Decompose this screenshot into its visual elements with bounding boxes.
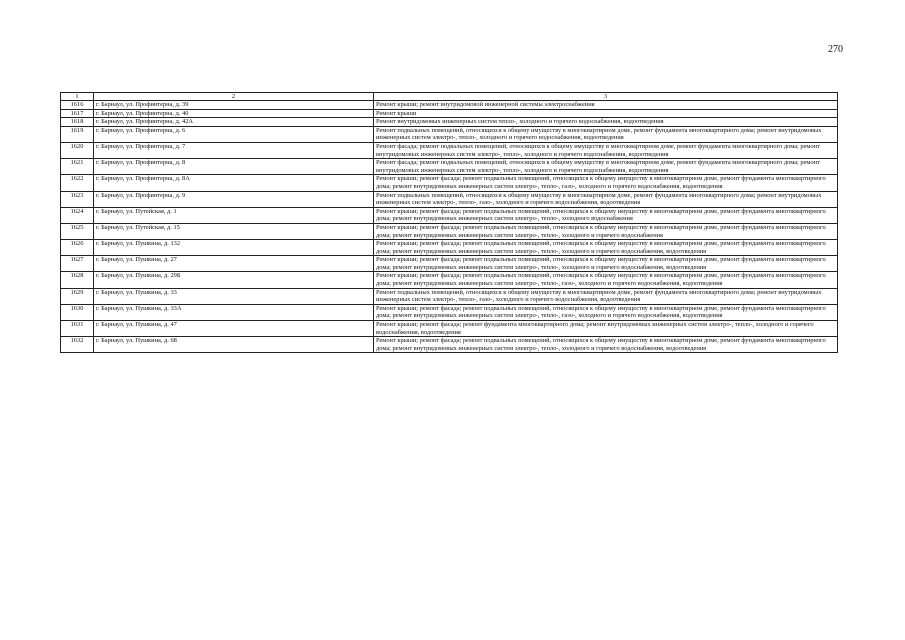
row-works: Ремонт подвальных помещений, относящихся к общему имуществу в многоквартирном доме, ремонт фундамента многоквартирного дома; ремонт внутридомовых инженерных систем электро-, тепло-, газо-, холодного и горячего водоснабжения, водоотведения — [374, 191, 838, 207]
row-number: 1625 — [61, 223, 94, 239]
row-address: г. Барнаул, ул. Пушкина, д. 27 — [94, 256, 374, 272]
row-number: 1627 — [61, 256, 94, 272]
header-row — [61, 93, 838, 101]
row-number: 1623 — [61, 191, 94, 207]
table-row — [61, 223, 838, 239]
row-address: г. Барнаул, ул. Профинтерна, д. 42А — [94, 118, 374, 127]
table-row — [61, 126, 838, 142]
row-works: Ремонт внутридомовых инженерных систем тепло-, холодного и горячего водоснабжения, водоотведения — [374, 118, 838, 127]
table-row — [61, 101, 838, 110]
row-address: г. Барнаул, ул. Профинтерна, д. 8 — [94, 159, 374, 175]
row-address: г. Барнаул, ул. Профинтерна, д. 39 — [94, 101, 374, 110]
header-col-1: 1 — [61, 93, 94, 101]
row-number: 1618 — [61, 118, 94, 127]
row-address: г. Барнаул, ул. Пушкина, д. 68 — [94, 337, 374, 353]
row-works: Ремонт подвальных помещений, относящихся к общему имуществу в многоквартирном доме, ремонт фундамента многоквартирного дома; ремонт внутридомовых инженерных систем электро-, тепло-, газо-, холодного и горячего водоснабжения, водоотведения — [374, 288, 838, 304]
row-address: г. Барнаул, ул. Пушкина, д. 132 — [94, 240, 374, 256]
row-address: г. Барнаул, ул. Пушкина, д. 29Б — [94, 272, 374, 288]
table-body — [61, 101, 838, 353]
row-works: Ремонт крыши; ремонт внутридомовой инженерной системы электроснабжения — [374, 101, 838, 110]
row-address: г. Барнаул, ул. Пушкина, д. 33 — [94, 288, 374, 304]
row-number: 1626 — [61, 240, 94, 256]
row-number: 1617 — [61, 109, 94, 118]
row-address: г. Барнаул, ул. Пушкина, д. 33А — [94, 304, 374, 320]
row-address: г. Барнаул, ул. Пушкина, д. 47 — [94, 321, 374, 337]
table-row — [61, 207, 838, 223]
row-number: 1619 — [61, 126, 94, 142]
row-number: 1616 — [61, 101, 94, 110]
row-address: г. Барнаул, ул. Профинтерна, д. 9 — [94, 191, 374, 207]
table-row — [61, 272, 838, 288]
row-number: 1630 — [61, 304, 94, 320]
table-row — [61, 321, 838, 337]
repair-table — [60, 92, 838, 353]
row-address: г. Барнаул, ул. Профинтерна, д. 7 — [94, 142, 374, 158]
row-works: Ремонт крыши; ремонт фасада; ремонт фундамента многоквартирного дома; ремонт внутридомовых инженерных систем электро-, тепло-, холодного и горячего водоснабжения, водоотведения — [374, 321, 838, 337]
row-number: 1628 — [61, 272, 94, 288]
table-row — [61, 337, 838, 353]
page-number: 270 — [828, 44, 843, 55]
row-works: Ремонт крыши; ремонт фасада; ремонт подвальных помещений, относящихся к общему имуществу в многоквартирном доме, ремонт фундамента многоквартирного дома; ремонт внутридомовых инженерных систем электро-, тепло-, газо-, холодного и горячего водоснабжения, водоотведения — [374, 304, 838, 320]
row-works: Ремонт крыши; ремонт фасада; ремонт подвальных помещений, относящихся к общему имуществу в многоквартирном доме, ремонт фундамента многоквартирного дома; ремонт внутридомовых инженерных систем электро-, тепло-, холодного и горячего водоснабжения, водоотведения — [374, 240, 838, 256]
header-col-2: 2 — [94, 93, 374, 101]
table-row — [61, 118, 838, 127]
row-address: г. Барнаул, ул. Профинтерна, д. 40 — [94, 109, 374, 118]
row-works: Ремонт фасада; ремонт подвальных помещений, относящихся к общему имуществу в многоквартирном доме, ремонт фундамента многоквартирного дома; ремонт внутридомовых инженерных систем электро-, тепло-, холодного и горячего водоснабжения, водоотведения — [374, 159, 838, 175]
row-number: 1620 — [61, 142, 94, 158]
row-works: Ремонт крыши; ремонт фасада; ремонт подвальных помещений, относящихся к общему имуществу в многоквартирном доме, ремонт фундамента многоквартирного дома; ремонт внутридомовых инженерных систем электро-, тепло-, холодного и горячего водоснабжения, водоотведения — [374, 256, 838, 272]
row-works: Ремонт крыши; ремонт фасада; ремонт подвальных помещений, относящихся к общему имуществу в многоквартирном доме, ремонт фундамента многоквартирного дома; ремонт внутридомовых инженерных систем электро-, тепло-, холодного и горячего водоснабжения — [374, 223, 838, 239]
table-row — [61, 175, 838, 191]
table-row — [61, 159, 838, 175]
row-number: 1631 — [61, 321, 94, 337]
row-number: 1632 — [61, 337, 94, 353]
row-number: 1629 — [61, 288, 94, 304]
table-row — [61, 256, 838, 272]
row-works: Ремонт подвальных помещений, относящихся к общему имуществу в многоквартирном доме, ремонт фундамента многоквартирного дома; ремонт внутридомовых инженерных систем электро-, тепло-, холодного и горячего водоснабжения, водоотведения — [374, 126, 838, 142]
row-works: Ремонт крыши; ремонт фасада; ремонт подвальных помещений, относящихся к общему имуществу в многоквартирном доме, ремонт фундамента многоквартирного дома; ремонт внутридомовых инженерных систем электро-, тепло-, газо-, холодного и горячего водоснабжения, водоотведения — [374, 175, 838, 191]
row-works: Ремонт крыши; ремонт фасада; ремонт подвальных помещений, относящихся к общему имуществу в многоквартирном доме, ремонт фундамента многоквартирного дома; ремонт внутридомовых инженерных систем электро-, тепло-, холодного водоснабжения — [374, 207, 838, 223]
header-col-3: 3 — [374, 93, 838, 101]
row-works: Ремонт крыши — [374, 109, 838, 118]
table-row — [61, 288, 838, 304]
row-address: г. Барнаул, ул. Профинтерна, д. 8А — [94, 175, 374, 191]
table-row — [61, 191, 838, 207]
table-row — [61, 142, 838, 158]
row-address: г. Барнаул, ул. Профинтерна, д. 6 — [94, 126, 374, 142]
table-row — [61, 240, 838, 256]
table-row — [61, 109, 838, 118]
row-number: 1621 — [61, 159, 94, 175]
row-works: Ремонт крыши; ремонт фасада; ремонт подвальных помещений, относящихся к общему имуществу в многоквартирном доме, ремонт фундамента многоквартирного дома; ремонт внутридомовых инженерных систем электро-, тепло-, холодного и горячего водоснабжения, водоотведения — [374, 337, 838, 353]
row-address: г. Барнаул, ул. Путейская, д. 15 — [94, 223, 374, 239]
row-works: Ремонт фасада; ремонт подвальных помещений, относящихся к общему имуществу в многоквартирном доме, ремонт фундамента многоквартирного дома; ремонт внутридомовых инженерных систем электро-, тепло-, холодного и горячего водоснабжения, водоотведения — [374, 142, 838, 158]
row-address: г. Барнаул, ул. Путейская, д. 1 — [94, 207, 374, 223]
row-works: Ремонт крыши; ремонт фасада; ремонт подвальных помещений, относящихся к общему имуществу в многоквартирном доме, ремонт фундамента многоквартирного дома; ремонт внутридомовых инженерных систем электро-, тепло-, газо-, холодного и горячего водоснабжения, водоотведения — [374, 272, 838, 288]
table-row — [61, 304, 838, 320]
row-number: 1622 — [61, 175, 94, 191]
row-number: 1624 — [61, 207, 94, 223]
